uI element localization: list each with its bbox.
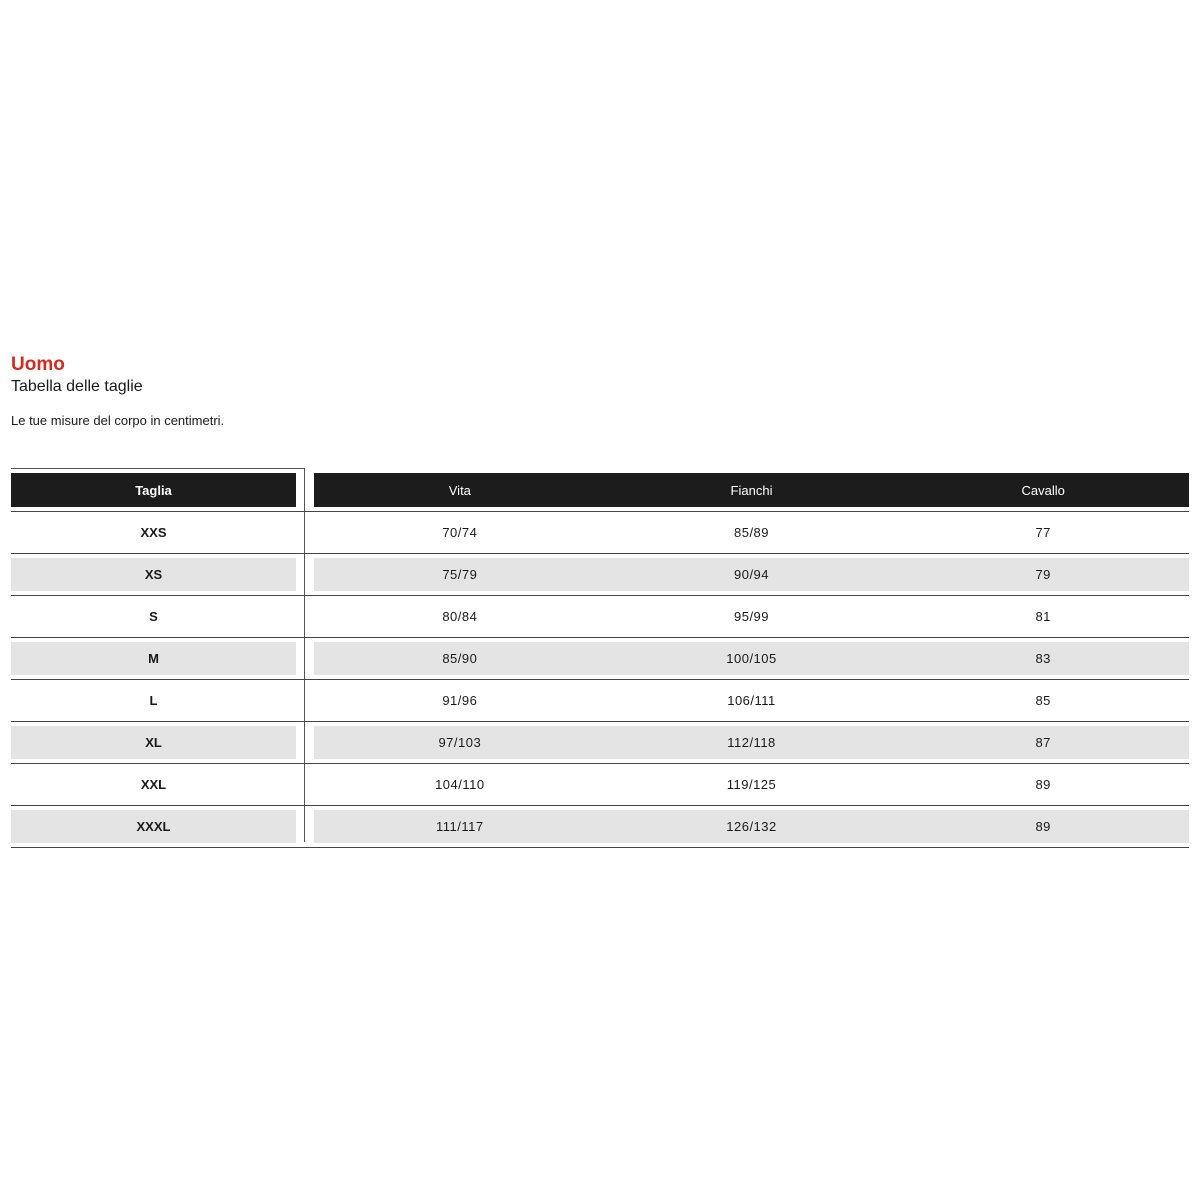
vita-cell: 111/117	[436, 819, 484, 834]
fianchi-cell: 119/125	[726, 777, 777, 792]
vita-cell: 85/90	[442, 651, 478, 666]
column-header-taglia: Taglia	[11, 473, 296, 507]
cavallo-cell: 81	[1035, 609, 1051, 624]
table-top-divider	[11, 468, 305, 469]
size-cell: XXXL	[11, 810, 296, 843]
size-cell: XXS	[140, 525, 167, 540]
cavallo-cell: 87	[1035, 735, 1051, 750]
size-cell: XS	[11, 558, 296, 591]
fianchi-cell: 126/132	[726, 819, 777, 834]
column-header-vita: Vita	[448, 482, 471, 498]
cavallo-cell: 79	[1035, 567, 1051, 582]
table-row	[11, 595, 1189, 637]
table-row	[11, 721, 1189, 763]
table-row	[11, 679, 1189, 721]
fianchi-cell: 112/118	[727, 735, 776, 750]
table-row	[11, 511, 1189, 553]
fianchi-cell: 100/105	[726, 651, 777, 666]
size-cell: XL	[11, 726, 296, 759]
size-table-body	[11, 511, 1189, 848]
table-row	[11, 553, 1189, 595]
vita-cell: 80/84	[442, 609, 478, 624]
fianchi-cell: 95/99	[733, 609, 770, 624]
size-cell: L	[149, 693, 158, 708]
cavallo-cell: 83	[1035, 651, 1051, 666]
page-subtitle: Tabella delle taglie	[11, 378, 143, 395]
fianchi-cell: 85/89	[733, 525, 770, 540]
cavallo-cell: 77	[1035, 525, 1051, 540]
page-title: Uomo	[11, 354, 65, 375]
size-cell: M	[11, 642, 296, 675]
fianchi-cell: 90/94	[733, 567, 770, 582]
table-row	[11, 637, 1189, 679]
fianchi-cell: 106/111	[727, 693, 776, 708]
column-header-fianchi: Fianchi	[730, 482, 773, 498]
column-header-cavallo: Cavallo	[1021, 482, 1065, 498]
cavallo-cell: 89	[1035, 819, 1051, 834]
measurements-header	[314, 473, 1189, 507]
vita-cell: 91/96	[442, 693, 478, 708]
measurement-note: Le tue misure del corpo in centimetri.	[11, 413, 225, 428]
size-cell: S	[149, 609, 158, 624]
table-row	[11, 763, 1189, 805]
vita-cell: 97/103	[438, 735, 482, 750]
vita-cell: 75/79	[442, 567, 478, 582]
size-column-header-block	[11, 468, 305, 507]
size-cell: XXL	[140, 777, 167, 792]
table-row	[11, 805, 1189, 848]
cavallo-cell: 85	[1035, 693, 1051, 708]
vita-cell: 70/74	[442, 525, 478, 540]
vita-cell: 104/110	[435, 777, 485, 792]
cavallo-cell: 89	[1035, 777, 1051, 792]
